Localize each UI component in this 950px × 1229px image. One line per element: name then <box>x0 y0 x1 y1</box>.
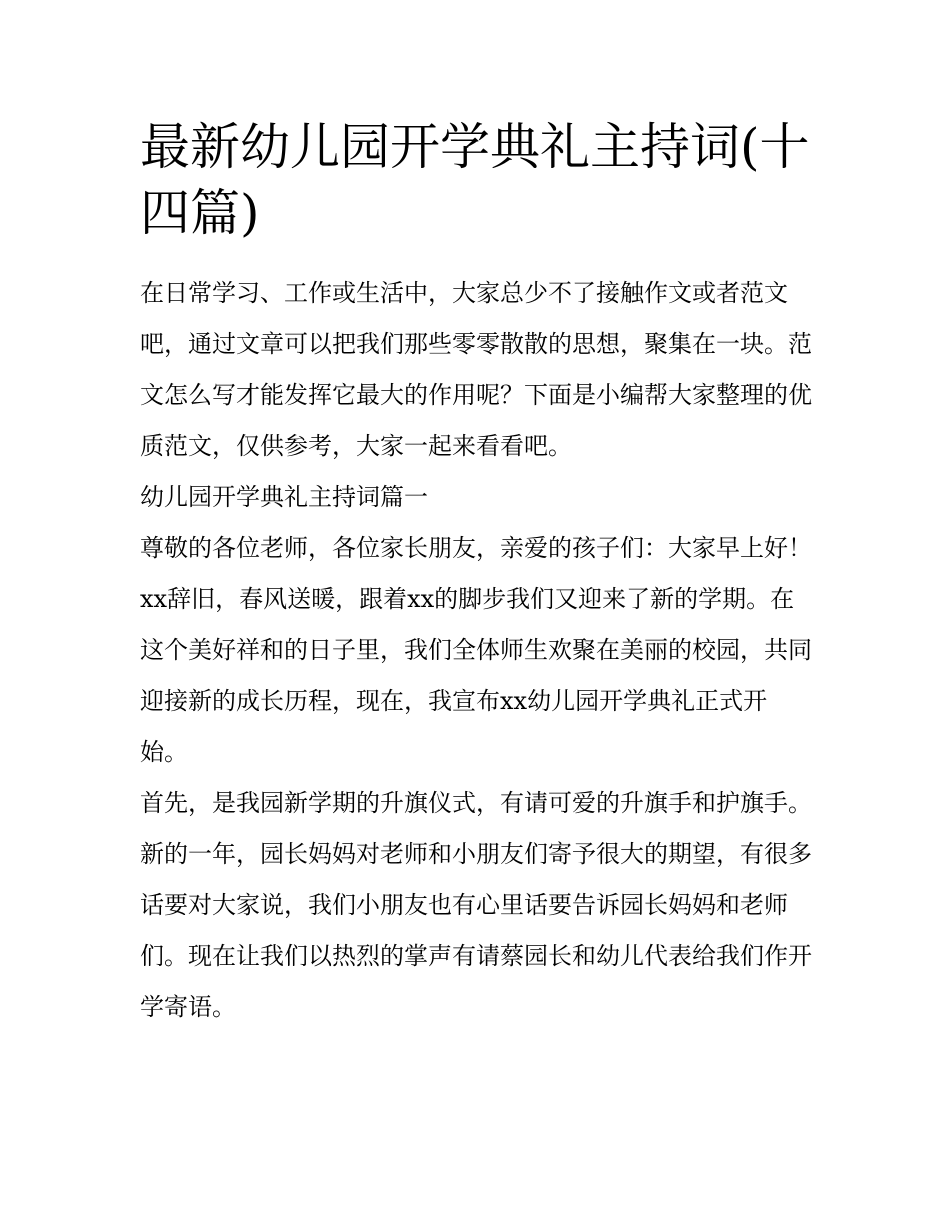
document-title: 最新幼儿园开学典礼主持词(十四篇) <box>140 118 810 242</box>
section-heading: 幼儿园开学典礼主持词篇一 <box>140 483 428 511</box>
body-paragraph: 尊敬的各位老师，各位家长朋友，亲爱的孩子们：大家早上好！xx辞旧，春风送暖，跟着xx的脚步我们又迎来了新的学期。在这个美好祥和的日子里，我们全体师生欢聚在美丽的校园，共同迎接新的成长历程，现在，我宣布xx幼儿园开学典礼正式开始。 <box>140 534 812 766</box>
document-page <box>140 114 812 1033</box>
body-paragraph: 新的一年，园长妈妈对老师和小朋友们寄予很大的期望，有很多话要对大家说，我们小朋友也有心里话要告诉园长妈妈和老师们。现在让我们以热烈的掌声有请蔡园长和幼儿代表给我们作开学寄语。 <box>140 840 812 1021</box>
body-paragraph: 首先，是我园新学期的升旗仪式，有请可爱的升旗手和护旗手。 <box>140 789 812 817</box>
intro-paragraph: 在日常学习、工作或生活中，大家总少不了接触作文或者范文吧，通过文章可以把我们那些零零散散的思想，聚集在一块。范文怎么写才能发挥它最大的作用呢？下面是小编帮大家整理的优质范文，仅供参考，大家一起来看看吧。 <box>140 279 812 460</box>
